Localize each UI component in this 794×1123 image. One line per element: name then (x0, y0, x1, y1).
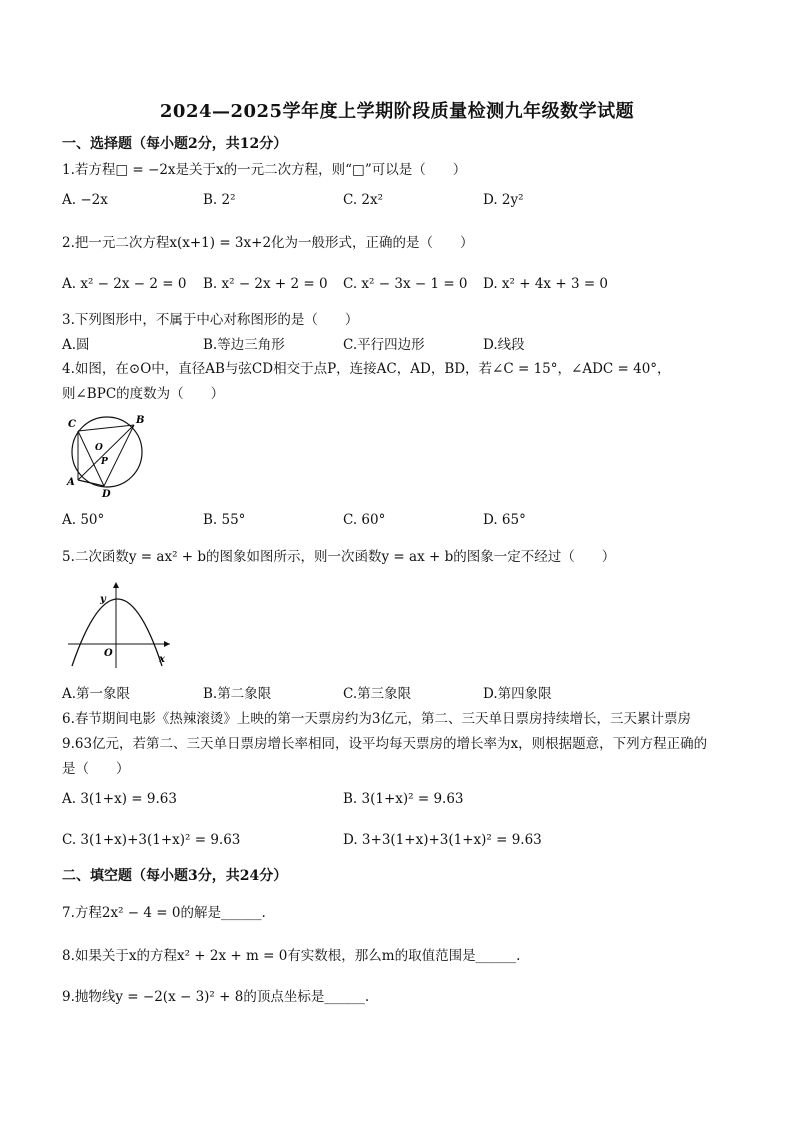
q5-option-a[interactable]: A.第一象限 (62, 686, 131, 702)
question-3: 3.下列图形中，不属于中心对称图形的是（ ） (62, 312, 359, 328)
q5-option-b[interactable]: B.第二象限 (203, 686, 272, 702)
question-9: 9.抛物线y = −2(x − 3)² + 8的顶点坐标是______. (62, 989, 370, 1005)
label-d: D (102, 489, 111, 500)
q6-option-b[interactable]: B. 3(1+x)² = 9.63 (343, 791, 464, 807)
q5-option-d[interactable]: D.第四象限 (483, 686, 552, 702)
q1-option-b[interactable]: B. 2² (203, 192, 236, 208)
question-4-line-1: 4.如图，在⊙O中，直径AB与弦CD相交于点P，连接AC，AD，BD，若∠C = 15°，∠ADC = 40°， (62, 361, 671, 377)
label-p: P (101, 457, 108, 467)
y-axis-arrow (113, 582, 119, 588)
q3-option-d[interactable]: D.线段 (483, 337, 525, 353)
q1-option-d[interactable]: D. 2y² (483, 192, 524, 208)
segment-bd (104, 425, 134, 486)
segment-cb (78, 425, 134, 431)
q2-option-d[interactable]: D. x² + 4x + 3 = 0 (483, 276, 609, 292)
q4-option-d[interactable]: D. 65° (483, 512, 526, 528)
q3-option-c[interactable]: C.平行四边形 (343, 337, 425, 353)
question-8: 8.如果关于x的方程x² + 2x + m = 0有实数根，那么m的取值范围是______. (62, 948, 521, 964)
q1-option-c[interactable]: C. 2x² (343, 192, 384, 208)
question-4-line-2: 则∠BPC的度数为（ ） (62, 386, 225, 402)
q3-option-a[interactable]: A.圆 (62, 337, 90, 353)
q4-option-b[interactable]: B. 55° (203, 512, 246, 528)
question-6-line-3: 是（ ） (62, 761, 130, 777)
question-6-line-1: 6.春节期间电影《热辣滚烫》上映的第一天票房约为3亿元，第二、三天单日票房持续增长，三天累计票房 (62, 711, 691, 727)
label-b: B (136, 415, 145, 426)
q2-option-c[interactable]: C. x² − 3x − 1 = 0 (343, 276, 468, 292)
question-2: 2.把一元二次方程x(x+1) = 3x+2化为一般形式，正确的是（ ） (62, 235, 474, 251)
q3-option-b[interactable]: B.等边三角形 (203, 337, 285, 353)
label-y: y (100, 594, 106, 605)
label-c: C (68, 419, 76, 430)
q4-option-c[interactable]: C. 60° (343, 512, 386, 528)
diameter-ab (78, 425, 134, 480)
section-heading-fill: 二、填空题（每小题3分，共24分） (62, 868, 288, 884)
question-7: 7.方程2x² − 4 = 0的解是______. (62, 905, 266, 921)
q5-option-c[interactable]: C.第三象限 (343, 686, 412, 702)
question-6-line-2: 9.63亿元，若第二、三天单日票房增长率相同，设平均每天票房的增长率为x，则根据题意，下列方程正确的 (62, 736, 708, 752)
q1-option-a[interactable]: A. −2x (62, 192, 108, 208)
label-x: x (159, 654, 165, 665)
parabola-curve (72, 599, 162, 666)
section-heading-choice: 一、选择题（每小题2分，共12分） (62, 136, 288, 152)
q2-option-b[interactable]: B. x² − 2x + 2 = 0 (203, 276, 328, 292)
q2-option-a[interactable]: A. x² − 2x − 2 = 0 (62, 276, 187, 292)
q6-option-d[interactable]: D. 3+3(1+x)+3(1+x)² = 9.63 (343, 832, 542, 848)
page-title: 2024—2025学年度上学期阶段质量检测九年级数学试题 (159, 101, 635, 122)
q4-option-a[interactable]: A. 50° (62, 512, 105, 528)
x-axis-arrow (164, 641, 170, 647)
q6-option-c[interactable]: C. 3(1+x)+3(1+x)² = 9.63 (62, 832, 241, 848)
q6-option-a[interactable]: A. 3(1+x) = 9.63 (62, 791, 177, 807)
circle-geometry-figure (62, 410, 152, 500)
parabola-graph-figure (62, 578, 177, 670)
label-o: O (95, 443, 103, 453)
label-origin: O (104, 648, 113, 659)
label-a: A (67, 477, 75, 488)
question-5: 5.二次函数y = ax² + b的图象如图所示，则一次函数y = ax + b的图象一定不经过（ ） (62, 549, 616, 565)
question-1: 1.若方程□ = −2x是关于x的一元二次方程，则“□”可以是（ ） (62, 162, 467, 178)
segment-ad (78, 480, 104, 486)
